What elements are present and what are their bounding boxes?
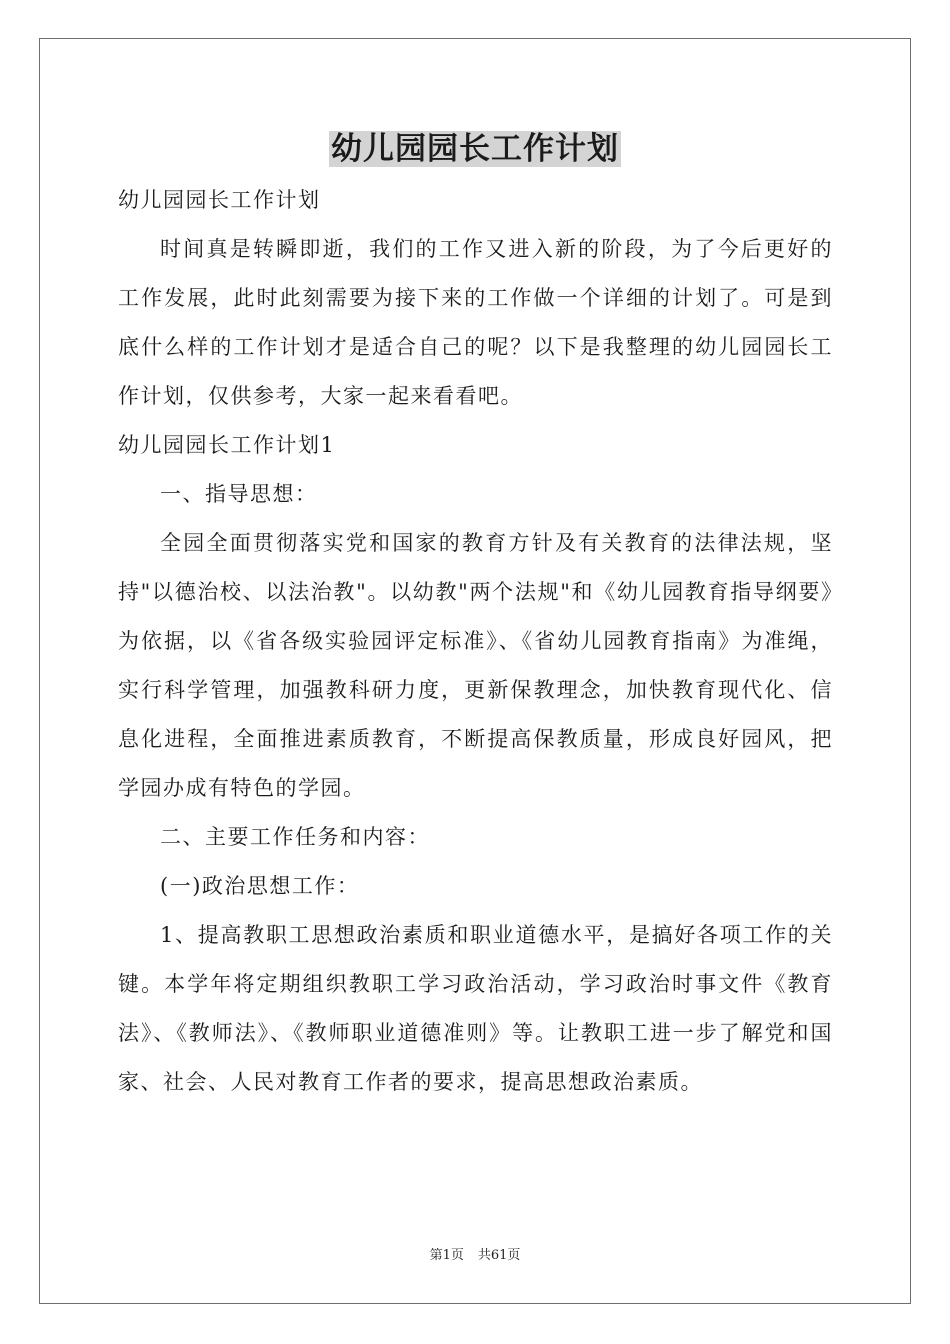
- heading-political-work: (一)政治思想工作：: [160, 874, 360, 898]
- paragraph-guiding-ideology: 全园全面贯彻落实党和国家的教育方针及有关教育的法律法规，坚持"以德治校、以法治教"。以幼教"两个法规"和《幼儿园教育指导纲要》为依据，以《省各级实验园评定标准》、《省幼儿园教育指南》为准绳，实行科学管理，加强教科研力度，更新保教理念，加快教育现代化、信息化进程，全面推进素质教育，不断提高保教质量，形成良好园风，把学园办成有特色的学园。: [118, 531, 833, 800]
- section-heading-plan-1: 幼儿园园长工作计划1: [118, 433, 336, 457]
- page-total: 共61页: [477, 1248, 521, 1263]
- page-footer: [0, 1247, 950, 1265]
- heading-guiding-ideology: 一、指导思想：: [160, 482, 318, 506]
- heading-main-tasks: 二、主要工作任务和内容：: [160, 825, 430, 849]
- document-body: [118, 176, 833, 1107]
- paragraph-political-work: 1、提高教职工思想政治素质和职业道德水平，是搞好各项工作的关键。本学年将定期组织教职工学习政治活动，学习政治时事文件《教育法》、《教师法》、《教师职业道德准则》等。让教职工进一步了解党和国家、社会、人民对教育工作者的要求，提高思想政治素质。: [118, 923, 833, 1094]
- paragraph-subtitle: 幼儿园园长工作计划: [118, 188, 321, 212]
- paragraph-intro: 时间真是转瞬即逝，我们的工作又进入新的阶段，为了今后更好的工作发展，此时此刻需要为接下来的工作做一个详细的计划了。可是到底什么样的工作计划才是适合自己的呢？以下是我整理的幼儿园园长工作计划，仅供参考，大家一起来看看吧。: [118, 237, 833, 408]
- page-number: 第1页: [429, 1248, 464, 1263]
- document-title: [0, 127, 950, 171]
- document-title-text: 幼儿园园长工作计划: [331, 131, 619, 167]
